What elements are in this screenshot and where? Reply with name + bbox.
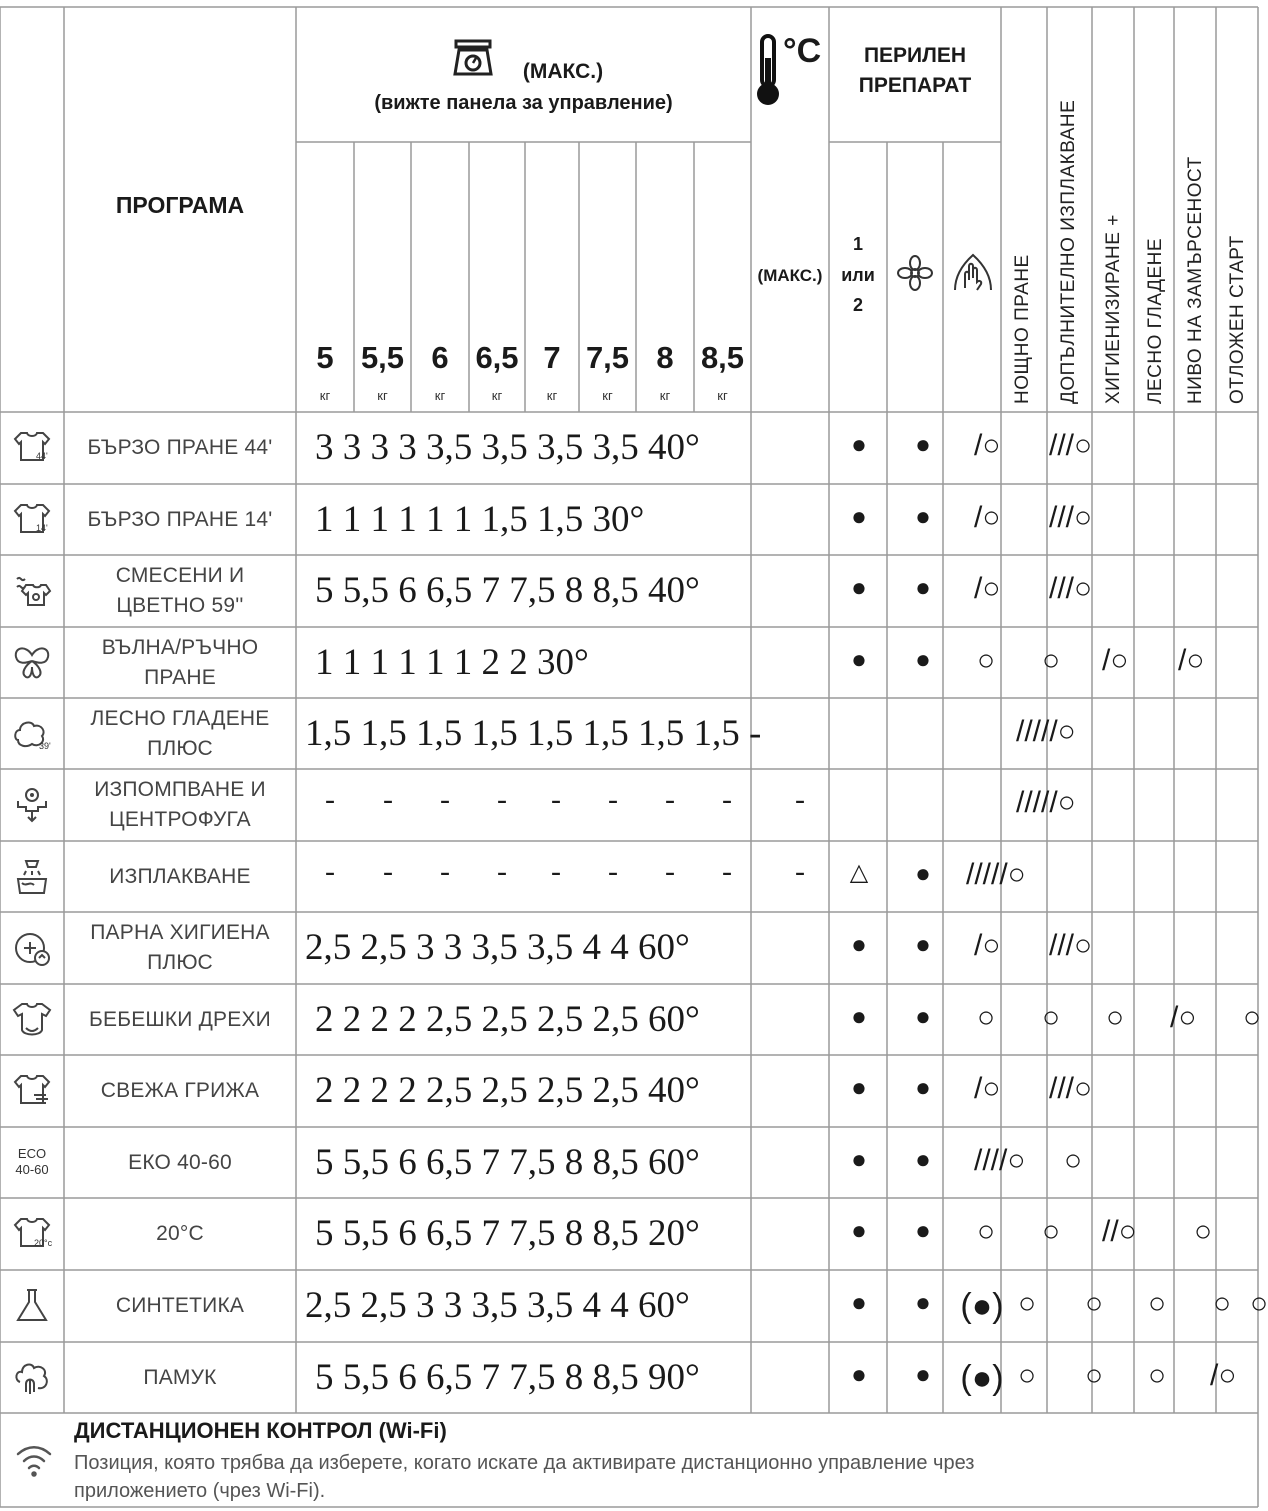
- svg-text:20°c: 20°c: [34, 1238, 53, 1248]
- option-mark: /○: [974, 1072, 1001, 1105]
- compartment-dot: ●: [915, 1072, 931, 1102]
- cotton-icon: [12, 1358, 52, 1398]
- dash-value: -: [497, 783, 507, 816]
- program-name: СИНТЕТИКА: [115, 1294, 245, 1317]
- program-name: СМЕСЕНИ И ЦВЕТНО 59'': [115, 564, 245, 617]
- dash-value: -: [795, 854, 805, 888]
- option-mark: /○: [974, 429, 1001, 462]
- option-mark: /○: [974, 572, 1001, 605]
- compartment-dot: ●: [915, 429, 931, 459]
- compartment-2-label: 2: [852, 295, 863, 315]
- option-mark: ○: [1085, 1287, 1104, 1320]
- option-column-header: ОТЛОЖЕН СТАРТ: [1227, 235, 1248, 404]
- load-max-label: (МАКС.): [522, 60, 604, 83]
- option-mark: ///○: [1049, 500, 1093, 534]
- shirt-20c-icon: [12, 1214, 52, 1254]
- compartment-dot: ●: [915, 1215, 931, 1245]
- option-mark: ○: [977, 1000, 996, 1034]
- compartment-dot: ●: [915, 1358, 931, 1389]
- drain-spin-icon: [12, 785, 52, 825]
- program-load-and-temp: 5 5,5 6 6,5 7 7,5 8 8,5 60°: [315, 1141, 700, 1183]
- program-load-and-temp: 5 5,5 6 6,5 7 7,5 8 8,5 20°: [315, 1213, 700, 1254]
- compartment-dot: ●: [915, 857, 931, 888]
- compartment-dot: ●: [915, 500, 931, 531]
- dash-value: -: [608, 783, 618, 816]
- option-column-header: НОЩНО ПРАНЕ: [1012, 254, 1033, 404]
- option-mark: //○: [1102, 1215, 1137, 1248]
- capacity-unit: кг: [717, 388, 728, 403]
- program-name: СВЕЖА ГРИЖА: [100, 1079, 260, 1102]
- compartment-1-label: 1: [852, 234, 863, 254]
- capacity-unit: кг: [319, 388, 331, 403]
- shirt-44-icon: [12, 428, 52, 468]
- compartment-dot: ●: [915, 1287, 931, 1317]
- dash-value: -: [325, 854, 335, 888]
- option-mark: ○: [1042, 1000, 1061, 1034]
- dash-value: -: [665, 783, 675, 816]
- option-column-header: ХИГИЕНИЗИРАНЕ +: [1103, 214, 1124, 404]
- capacity-value: 6: [431, 340, 449, 375]
- compartment-dot: ●: [915, 572, 931, 602]
- dash-value: -: [722, 854, 732, 888]
- option-mark: ○: [1018, 1358, 1037, 1392]
- program-name: ИЗПОМПВАНЕ И ЦЕНТРОФУГА: [94, 778, 266, 831]
- program-load-and-temp: 2,5 2,5 3 3 3,5 3,5 4 4 60°: [305, 927, 690, 968]
- capacity-unit: кг: [434, 388, 446, 403]
- program-name: ПАРНА ХИГИЕНА ПЛЮС: [90, 921, 270, 974]
- dash-value: -: [665, 854, 675, 888]
- wool-butterfly-icon: [12, 643, 52, 683]
- program-name: БЪРЗО ПРАНЕ 14': [87, 507, 273, 531]
- option-mark: ○: [1042, 1215, 1061, 1248]
- dash-value: -: [608, 854, 618, 888]
- compartment-dot: ●: [851, 929, 867, 959]
- compartment-dot: ●: [851, 429, 867, 459]
- option-mark: ○: [1064, 1143, 1083, 1177]
- option-mark: /○: [974, 929, 1001, 962]
- eco-icon: [12, 1143, 52, 1183]
- program-load-and-temp: 3 3 3 3 3,5 3,5 3,5 3,5 40°: [315, 427, 700, 468]
- option-column-header: НИВО НА ЗАМЪРСЕНОСТ: [1185, 156, 1206, 404]
- capacity-value: 7: [543, 340, 561, 375]
- option-mark: ○: [977, 643, 996, 677]
- program-load-and-temp: 1 1 1 1 1 1 2 2 30°: [315, 641, 589, 683]
- option-column-header: ДОПЪЛНИТЕЛНО ИЗПЛАКВАНЕ: [1058, 99, 1079, 404]
- compartment-dot: ●: [915, 643, 931, 674]
- dash-value: -: [325, 783, 335, 816]
- capacity-unit: кг: [491, 388, 503, 403]
- compartment-dot: (●): [960, 1358, 1004, 1397]
- option-mark: ○: [1148, 1287, 1167, 1320]
- dash-value: -: [383, 854, 393, 888]
- option-mark: ○: [1018, 1287, 1037, 1320]
- program-name: 20°C: [156, 1222, 204, 1245]
- scale-icon: [450, 38, 496, 78]
- option-mark: /////○: [966, 857, 1026, 891]
- svg-text:40-60: 40-60: [15, 1161, 49, 1177]
- option-mark: ///○: [1049, 929, 1093, 962]
- option-mark: ///○: [1049, 1072, 1093, 1105]
- steam-hygiene-icon: [12, 928, 52, 968]
- rinse-icon: [12, 857, 52, 897]
- dash-value: -: [551, 783, 561, 816]
- capacity-unit: кг: [659, 388, 671, 403]
- compartment-dot: ●: [915, 929, 931, 959]
- compartment-dot: ●: [851, 1358, 867, 1389]
- option-mark: /○: [1210, 1358, 1237, 1392]
- compartment-dot: ●: [851, 1287, 867, 1317]
- option-mark: ////○: [974, 1143, 1026, 1177]
- program-load-and-temp: 2 2 2 2 2,5 2,5 2,5 2,5 60°: [315, 998, 700, 1040]
- capacity-value: 8: [656, 340, 674, 375]
- svg-text:ECO: ECO: [17, 1145, 47, 1161]
- wifi-icon: [14, 1440, 54, 1480]
- compartment-dot: ●: [915, 1000, 931, 1031]
- program-name: ЛЕСНО ГЛАДЕНЕ ПЛЮС: [90, 706, 270, 760]
- option-mark: ○: [1085, 1358, 1104, 1392]
- remote-control-text-line2: приложението (чрез Wi-Fi).: [74, 1480, 326, 1502]
- option-mark: ○: [1148, 1358, 1167, 1392]
- detergent-header-line1: ПЕРИЛЕН: [863, 44, 967, 67]
- capacity-value: 6,5: [475, 340, 519, 375]
- dash-value: -: [551, 854, 561, 888]
- fresh-care-icon: [12, 1071, 52, 1111]
- compartment-triangle: △: [849, 858, 869, 886]
- program-load-and-temp: 1,5 1,5 1,5 1,5 1,5 1,5 1,5 1,5 -: [305, 712, 762, 754]
- capacity-value: 5,5: [360, 340, 405, 375]
- program-name: БЕБЕШКИ ДРЕХИ: [89, 1007, 271, 1031]
- shirt-14-icon: [12, 500, 52, 540]
- program-column-header: ПРОГРАМА: [115, 192, 245, 218]
- option-mark: ///○: [1049, 572, 1093, 605]
- remote-control-text-line1: Позиция, която трябва да изберете, когато искате да активирате дистанционно управление чрез: [74, 1452, 975, 1474]
- option-mark: ○: [1106, 1000, 1125, 1034]
- mixed-colour-icon: [12, 571, 52, 611]
- program-name: ВЪЛНА/РЪЧНО ПРАНЕ: [101, 635, 259, 689]
- capacity-unit: кг: [546, 388, 558, 403]
- compartment-dot: ●: [851, 643, 867, 674]
- program-name: ИЗПЛАКВАНЕ: [109, 864, 251, 888]
- compartment-or-label: или: [841, 265, 875, 285]
- hand-prewash-icon: [951, 250, 995, 294]
- svg-text:14': 14': [36, 522, 48, 533]
- option-mark: ○: [1243, 1000, 1262, 1034]
- dash-value: -: [497, 854, 507, 888]
- capacity-unit: кг: [602, 388, 613, 403]
- baby-clothes-icon: [12, 1000, 52, 1040]
- option-column-header: ЛЕСНО ГЛАДЕНЕ: [1145, 237, 1166, 404]
- compartment-dot: ●: [851, 500, 867, 531]
- compartment-dot: (●): [960, 1287, 1004, 1325]
- program-name: ПАМУК: [143, 1365, 217, 1389]
- option-mark: /○: [1178, 643, 1205, 677]
- option-mark: /////○: [1016, 786, 1076, 819]
- option-mark: /○: [1102, 643, 1129, 677]
- option-mark: ○: [1213, 1287, 1232, 1320]
- compartment-dot: ●: [851, 572, 867, 602]
- temperature-unit: °C: [783, 32, 822, 70]
- program-load-and-temp: 1 1 1 1 1 1 1,5 1,5 30°: [315, 498, 645, 540]
- easy-iron-39-icon: [12, 714, 52, 754]
- program-name: ЕКО 40-60: [128, 1150, 232, 1174]
- program-name: БЪРЗО ПРАНЕ 44': [87, 436, 273, 459]
- flower-softener-icon: [896, 254, 934, 292]
- svg-text:39': 39': [39, 740, 51, 751]
- capacity-value: 8,5: [700, 340, 745, 375]
- detergent-header-line2: ПРЕПАРАТ: [858, 74, 972, 97]
- capacity-value: 7,5: [585, 340, 630, 375]
- temperature-max-label: (МАКС.): [757, 266, 823, 285]
- program-load-and-temp: 5 5,5 6 6,5 7 7,5 8 8,5 40°: [315, 570, 700, 611]
- remote-control-title: ДИСТАНЦИОНЕН КОНТРОЛ (Wi-Fi): [74, 1418, 447, 1443]
- compartment-dot: ●: [851, 1072, 867, 1102]
- compartment-dot: ●: [851, 1143, 867, 1174]
- option-mark: /○: [974, 500, 1001, 534]
- option-mark: ○: [977, 1215, 996, 1248]
- option-mark: /○: [1170, 1000, 1197, 1034]
- option-mark: ///○: [1049, 429, 1093, 462]
- compartment-dot: ●: [915, 1143, 931, 1174]
- compartment-dot: ●: [851, 1215, 867, 1245]
- synthetics-flask-icon: [12, 1286, 52, 1326]
- svg-text:44': 44': [36, 451, 48, 461]
- program-load-and-temp: 2,5 2,5 3 3 3,5 3,5 4 4 60°: [305, 1285, 690, 1326]
- dash-value: -: [722, 783, 732, 816]
- option-mark: ○: [1042, 643, 1061, 677]
- thermometer-icon: [753, 32, 783, 108]
- dash-value: -: [440, 783, 450, 816]
- compartment-dot: ●: [851, 1000, 867, 1031]
- option-mark: ○: [1194, 1215, 1213, 1248]
- capacity-value: 5: [316, 340, 334, 375]
- dash-value: -: [795, 783, 805, 816]
- option-mark: ○: [1250, 1287, 1268, 1320]
- option-mark: /////○: [1016, 714, 1076, 748]
- program-load-and-temp: 5 5,5 6 6,5 7 7,5 8 8,5 90°: [315, 1356, 700, 1398]
- program-load-and-temp: 2 2 2 2 2,5 2,5 2,5 2,5 40°: [315, 1070, 700, 1111]
- load-note-label: (вижте панела за управление): [374, 92, 673, 114]
- dash-value: -: [440, 854, 450, 888]
- dash-value: -: [383, 783, 393, 816]
- capacity-unit: кг: [377, 388, 388, 403]
